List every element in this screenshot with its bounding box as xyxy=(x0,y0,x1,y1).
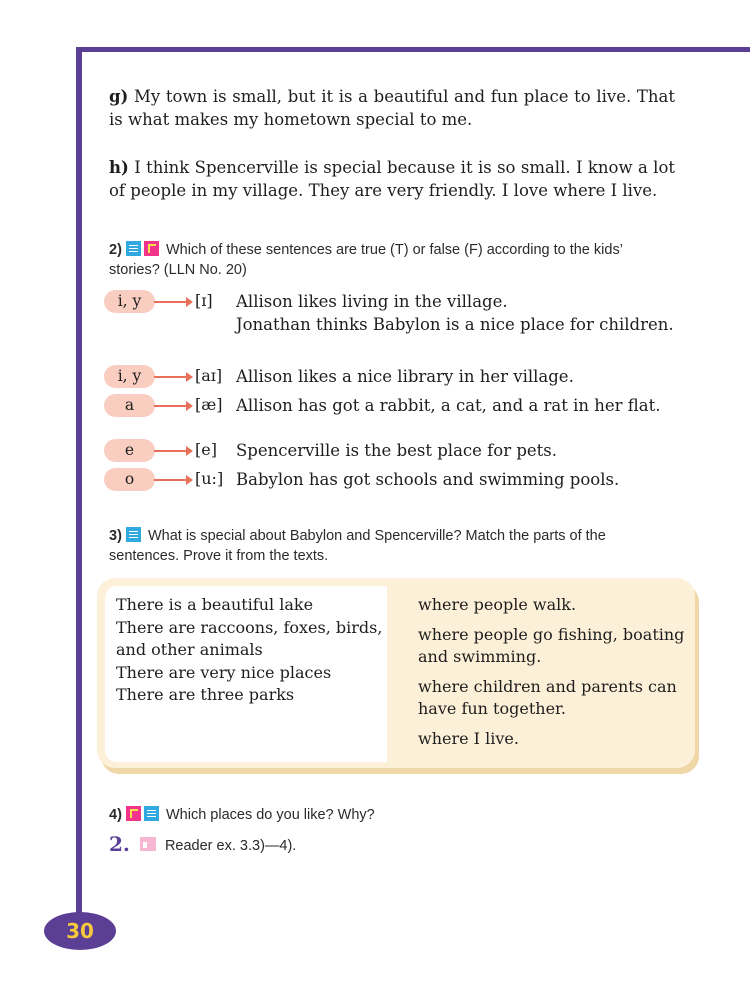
letters-pill: i, y xyxy=(104,290,155,313)
read-icon xyxy=(144,241,159,256)
match-left-item: There is a beautiful lake xyxy=(116,595,314,614)
listen-icon xyxy=(126,527,141,542)
task-4-text: Which places do you like? Why? xyxy=(165,807,375,823)
match-right-item: where people go fishing, boating and swimming. xyxy=(418,624,685,666)
arrow-line xyxy=(154,405,188,407)
match-left-item: There are very nice places xyxy=(116,662,332,682)
match-left-item: There are raccoons, foxes, birds, and other animals xyxy=(116,617,383,659)
task-3-number: 3) xyxy=(109,528,122,544)
letters-pill: a xyxy=(104,394,155,417)
sentence: Spencerville is the best place for pets. xyxy=(236,441,558,460)
letters-pill: e xyxy=(104,439,155,462)
task-3-instruction xyxy=(109,527,639,566)
match-right-item: where children and parents can have fun together. xyxy=(418,676,677,718)
phoneme: [u:] xyxy=(195,469,224,488)
task-4-number: 4) xyxy=(109,807,122,823)
letters-pill: o xyxy=(104,468,155,491)
paragraph-h xyxy=(109,157,675,202)
sentence: Allison likes living in the village. xyxy=(236,292,508,311)
phoneme: [aɪ] xyxy=(195,366,223,385)
read-icon xyxy=(126,806,141,821)
paragraph-g xyxy=(109,86,675,131)
page-frame-left xyxy=(76,47,82,925)
sentence: Jonathan thinks Babylon is a nice place for children. xyxy=(236,315,674,334)
page-number-badge xyxy=(44,912,116,950)
listen-icon xyxy=(126,241,141,256)
reader-book-icon xyxy=(140,837,156,851)
arrow-line xyxy=(154,450,188,452)
exercise-2-text: Reader ex. 3.3)—4). xyxy=(164,838,297,854)
arrow-head-icon xyxy=(186,372,193,382)
page-number: 30 xyxy=(66,919,94,943)
exercise-2 xyxy=(109,832,296,856)
arrow-line xyxy=(154,479,188,481)
paragraph-g-label: g) xyxy=(109,87,129,106)
arrow-head-icon xyxy=(186,297,193,307)
task-2-number: 2) xyxy=(109,242,122,258)
paragraph-h-text: I think Spencerville is special because it is so small. I know a lot of people in my village. They are very friendly. I love where I live. xyxy=(109,158,676,200)
phoneme: [æ] xyxy=(195,395,223,414)
arrow-line xyxy=(154,376,188,378)
task-2-text: Which of these sentences are true (T) or false (F) according to the kids’ stories? (LLN No. 20) xyxy=(109,242,623,278)
arrow-head-icon xyxy=(186,401,193,411)
exercise-2-number: 2. xyxy=(109,832,130,856)
task-2-instruction xyxy=(109,241,639,280)
page-frame-top xyxy=(76,47,750,52)
sentence: Allison likes a nice library in her village. xyxy=(236,367,574,386)
task-3-text: What is special about Babylon and Spencerville? Match the parts of the sentences. Prove it from the texts. xyxy=(109,528,606,564)
sentence: Babylon has got schools and swimming pools. xyxy=(236,470,620,489)
match-right-item: where people walk. xyxy=(418,595,577,614)
paragraph-g-text: My town is small, but it is a beautiful and fun place to live. That is what makes my hometown special to me. xyxy=(109,87,675,129)
sentence: Allison has got a rabbit, a cat, and a rat in her flat. xyxy=(236,396,661,415)
letters-pill: i, y xyxy=(104,365,155,388)
listen-icon xyxy=(144,806,159,821)
task-4-instruction xyxy=(109,806,639,826)
phoneme: [ɪ] xyxy=(195,291,213,310)
arrow-head-icon xyxy=(186,475,193,485)
match-left-item: There are three parks xyxy=(116,685,295,704)
match-right-item: where I live. xyxy=(418,728,519,748)
matching-left-column xyxy=(116,594,388,707)
arrow-line xyxy=(154,301,188,303)
arrow-head-icon xyxy=(186,446,193,456)
paragraph-h-label: h) xyxy=(109,158,129,177)
phoneme: [e] xyxy=(195,440,217,459)
matching-right-column xyxy=(418,594,698,757)
